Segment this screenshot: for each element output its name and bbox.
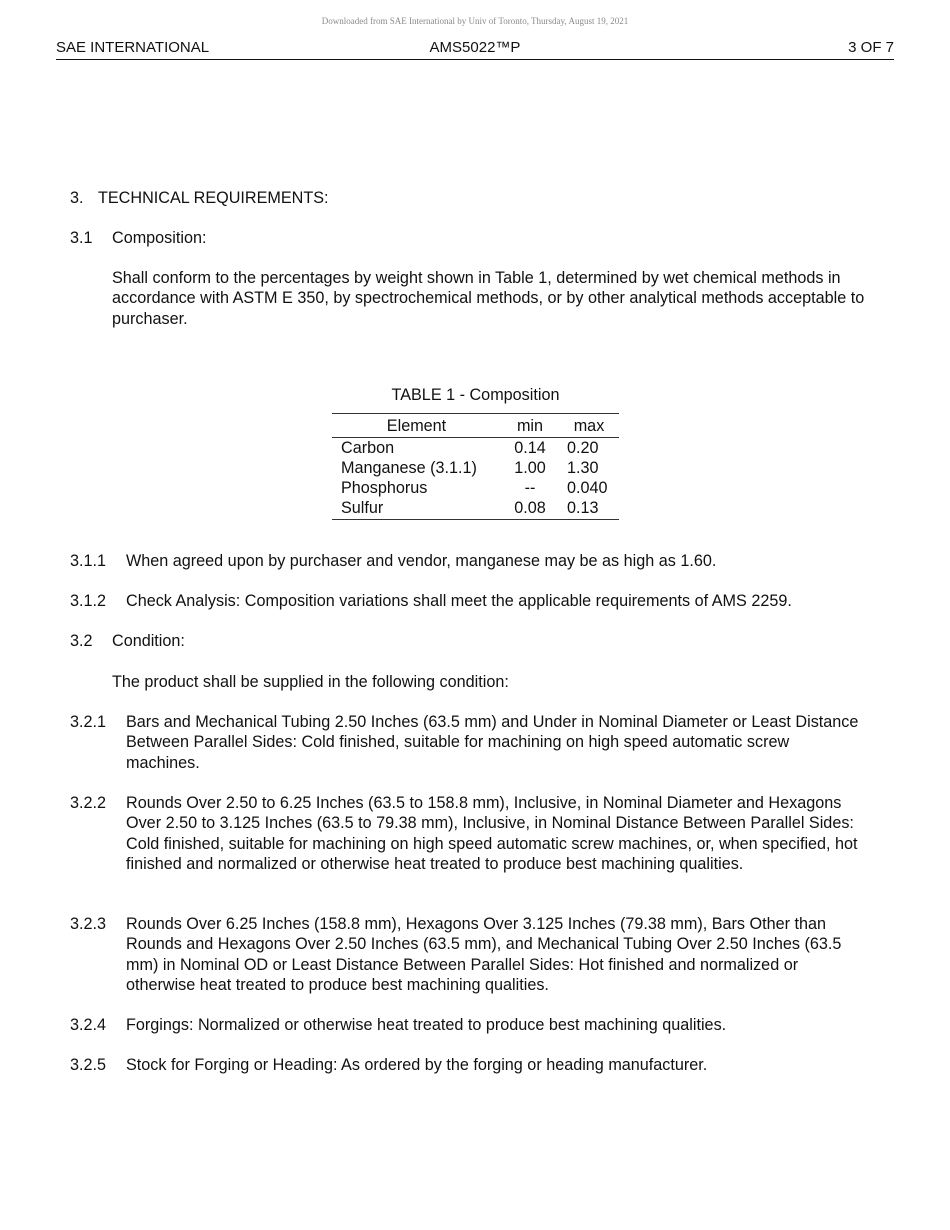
column-header-min: min: [501, 414, 559, 438]
table-row: [332, 478, 619, 498]
max-cell: 0.13: [559, 498, 619, 520]
element-cell: Phosphorus: [341, 479, 428, 497]
section-text: Rounds Over 2.50 to 6.25 Inches (63.5 to 158.8 mm), Inclusive, in Nominal Diameter and Hexagons Over 2.50 to 3.125 Inches (63.5 to 79.38 mm), Inclusive, in Nominal Distance Between Parallel Sides: Cold finished, suitable for machining on high speed automatic screw machines, or, when specified, hot finished and normalized or otherwise heat treated to produce best machining qualities.: [126, 794, 858, 873]
table-caption: TABLE 1 - Composition: [391, 386, 560, 404]
table-header-row: [332, 414, 619, 438]
max-cell: 1.30: [567, 459, 599, 477]
section-number: 3.2.2: [70, 794, 107, 812]
section-text: Bars and Mechanical Tubing 2.50 Inches (63.5 mm) and Under in Nominal Diameter or Least Distance Between Parallel Sides: Cold finished, suitable for machining on high speed automatic screw machines.: [126, 713, 859, 772]
section-text: Stock for Forging or Heading: As ordered by the forging or heading manufacturer.: [126, 1056, 708, 1074]
download-watermark: Downloaded from SAE International by Univ of Toronto, Thursday, August 19, 2021: [321, 16, 629, 26]
page-header: [56, 39, 894, 60]
section-title: Composition:: [112, 229, 207, 247]
section-number: 3.2: [70, 632, 93, 650]
condition-paragraph: The product shall be supplied in the following condition:: [112, 673, 509, 691]
section-text: Rounds Over 6.25 Inches (158.8 mm), Hexagons Over 3.125 Inches (79.38 mm), Bars Other than Rounds and Hexagons Over 2.50 Inches (63.5 mm), and Mechanical Tubing Over 2.50 Inches (63.5 mm) in Nominal OD or Least Distance Between Parallel Sides: Hot finished and normalized or otherwise heat treated to produce best machining qualities.: [126, 915, 842, 994]
max-cell: 0.040: [567, 479, 608, 497]
section-text: Forgings: Normalized or otherwise heat treated to produce best machining qualities.: [126, 1016, 727, 1034]
min-cell: 0.08: [501, 498, 559, 520]
section-number: 3.1: [70, 229, 93, 247]
max-cell: 0.20: [567, 439, 599, 457]
section-number: 3.2.1: [70, 713, 107, 731]
min-cell: --: [524, 479, 536, 497]
header-page-number: 3 OF 7: [848, 39, 894, 56]
section-number: 3.2.4: [70, 1016, 107, 1034]
section-title: Condition:: [112, 632, 185, 650]
section-number: 3.1.1: [70, 552, 107, 570]
table-row: [332, 498, 619, 520]
section-number: 3.2.3: [70, 915, 107, 933]
section-text: Check Analysis: Composition variations shall meet the applicable requirements of AMS 2259.: [126, 592, 792, 610]
section-text: When agreed upon by purchaser and vendor, manganese may be as high as 1.60.: [126, 552, 717, 570]
element-cell: Manganese (3.1.1): [341, 459, 477, 477]
element-cell: Carbon: [341, 439, 395, 457]
composition-paragraph: Shall conform to the percentages by weight shown in Table 1, determined by wet chemical methods in accordance with ASTM E 350, by spectrochemical methods, or by other analytical methods acceptable to purchaser.: [112, 269, 865, 328]
table-row: [332, 458, 619, 478]
min-cell: 0.14: [514, 439, 546, 457]
min-cell: 1.00: [514, 459, 546, 477]
column-header-element: Element: [332, 414, 501, 438]
section-number: 3.: [70, 189, 84, 207]
column-header-max: max: [559, 414, 619, 438]
header-organization: SAE INTERNATIONAL: [56, 39, 210, 56]
section-title: TECHNICAL REQUIREMENTS:: [98, 189, 329, 207]
element-cell: Sulfur: [332, 498, 501, 520]
section-number: 3.1.2: [70, 592, 107, 610]
section-number: 3.2.5: [70, 1056, 107, 1074]
table-row: [332, 438, 619, 459]
composition-table: [332, 413, 619, 520]
header-document-number: AMS5022™P: [429, 39, 521, 56]
